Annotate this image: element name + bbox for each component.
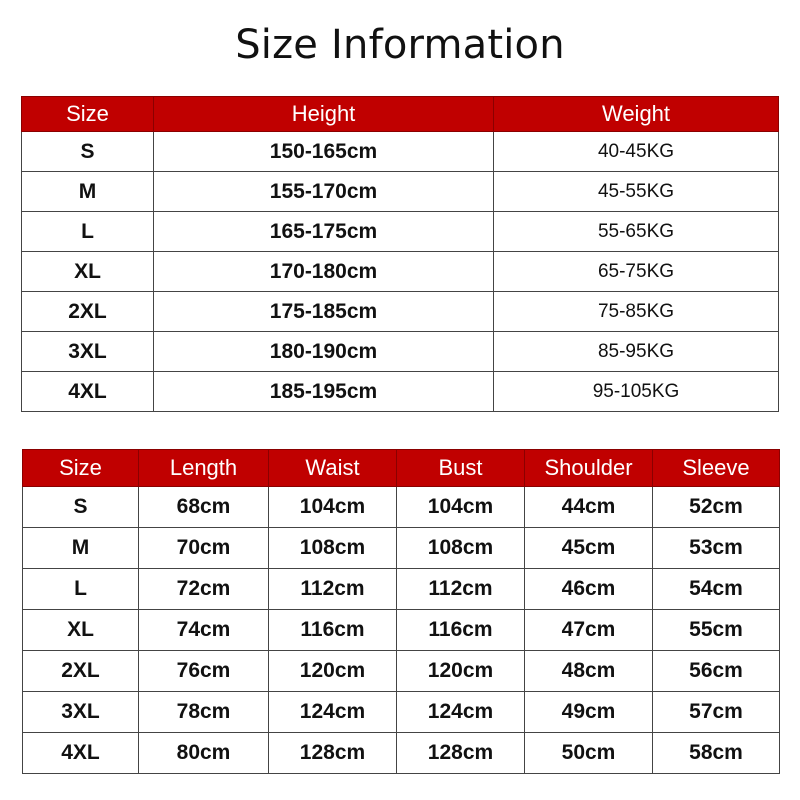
cell-weight: 85-95KG xyxy=(494,332,779,372)
page-title: Size Information xyxy=(235,22,565,68)
table-header-row xyxy=(22,97,779,132)
table-row xyxy=(23,610,780,651)
cell-size: 3XL xyxy=(22,332,154,372)
cell-shoulder: 50cm xyxy=(525,733,653,774)
cell-waist: 128cm xyxy=(269,733,397,774)
header-sleeve: Sleeve xyxy=(653,450,780,487)
cell-height: 155-170cm xyxy=(154,172,494,212)
cell-size: 4XL xyxy=(23,733,139,774)
cell-bust: 116cm xyxy=(397,610,525,651)
cell-height: 185-195cm xyxy=(154,372,494,412)
cell-shoulder: 45cm xyxy=(525,528,653,569)
cell-weight: 45-55KG xyxy=(494,172,779,212)
cell-bust: 112cm xyxy=(397,569,525,610)
cell-length: 80cm xyxy=(139,733,269,774)
cell-size: L xyxy=(23,569,139,610)
cell-sleeve: 58cm xyxy=(653,733,780,774)
cell-height: 150-165cm xyxy=(154,132,494,172)
cell-size: 2XL xyxy=(23,651,139,692)
cell-waist: 108cm xyxy=(269,528,397,569)
table-row xyxy=(22,212,779,252)
table-row xyxy=(22,332,779,372)
cell-sleeve: 55cm xyxy=(653,610,780,651)
measurements-table-body xyxy=(23,487,780,774)
height-weight-table xyxy=(21,96,779,412)
cell-shoulder: 46cm xyxy=(525,569,653,610)
cell-waist: 112cm xyxy=(269,569,397,610)
table-row xyxy=(23,651,780,692)
header-shoulder: Shoulder xyxy=(525,450,653,487)
cell-shoulder: 44cm xyxy=(525,487,653,528)
cell-length: 76cm xyxy=(139,651,269,692)
cell-weight: 65-75KG xyxy=(494,252,779,292)
cell-size: 4XL xyxy=(22,372,154,412)
cell-waist: 124cm xyxy=(269,692,397,733)
cell-length: 78cm xyxy=(139,692,269,733)
cell-waist: 104cm xyxy=(269,487,397,528)
cell-shoulder: 49cm xyxy=(525,692,653,733)
cell-size: 2XL xyxy=(22,292,154,332)
header-size: Size xyxy=(22,97,154,132)
header-height: Height xyxy=(154,97,494,132)
cell-size: XL xyxy=(22,252,154,292)
cell-shoulder: 48cm xyxy=(525,651,653,692)
table-row xyxy=(23,528,780,569)
cell-height: 175-185cm xyxy=(154,292,494,332)
cell-bust: 104cm xyxy=(397,487,525,528)
cell-length: 72cm xyxy=(139,569,269,610)
cell-size: M xyxy=(22,172,154,212)
cell-weight: 95-105KG xyxy=(494,372,779,412)
table-row xyxy=(23,487,780,528)
cell-sleeve: 57cm xyxy=(653,692,780,733)
cell-height: 170-180cm xyxy=(154,252,494,292)
cell-weight: 75-85KG xyxy=(494,292,779,332)
height-weight-table-body xyxy=(22,132,779,412)
table-header-row xyxy=(23,450,780,487)
cell-bust: 120cm xyxy=(397,651,525,692)
table-row xyxy=(23,692,780,733)
table-row xyxy=(22,252,779,292)
cell-shoulder: 47cm xyxy=(525,610,653,651)
cell-bust: 108cm xyxy=(397,528,525,569)
cell-size: 3XL xyxy=(23,692,139,733)
header-bust: Bust xyxy=(397,450,525,487)
cell-sleeve: 53cm xyxy=(653,528,780,569)
cell-height: 165-175cm xyxy=(154,212,494,252)
header-size: Size xyxy=(23,450,139,487)
cell-sleeve: 52cm xyxy=(653,487,780,528)
cell-size: S xyxy=(22,132,154,172)
cell-sleeve: 54cm xyxy=(653,569,780,610)
cell-sleeve: 56cm xyxy=(653,651,780,692)
table-row xyxy=(23,569,780,610)
cell-weight: 40-45KG xyxy=(494,132,779,172)
cell-size: M xyxy=(23,528,139,569)
table-row xyxy=(23,733,780,774)
cell-length: 70cm xyxy=(139,528,269,569)
cell-length: 68cm xyxy=(139,487,269,528)
table-row xyxy=(22,292,779,332)
measurements-table xyxy=(22,449,780,774)
table-row xyxy=(22,172,779,212)
cell-length: 74cm xyxy=(139,610,269,651)
table-row xyxy=(22,132,779,172)
cell-height: 180-190cm xyxy=(154,332,494,372)
cell-waist: 120cm xyxy=(269,651,397,692)
cell-size: S xyxy=(23,487,139,528)
cell-size: L xyxy=(22,212,154,252)
cell-bust: 124cm xyxy=(397,692,525,733)
header-length: Length xyxy=(139,450,269,487)
header-weight: Weight xyxy=(494,97,779,132)
table-row xyxy=(22,372,779,412)
header-waist: Waist xyxy=(269,450,397,487)
cell-waist: 116cm xyxy=(269,610,397,651)
cell-weight: 55-65KG xyxy=(494,212,779,252)
cell-bust: 128cm xyxy=(397,733,525,774)
cell-size: XL xyxy=(23,610,139,651)
